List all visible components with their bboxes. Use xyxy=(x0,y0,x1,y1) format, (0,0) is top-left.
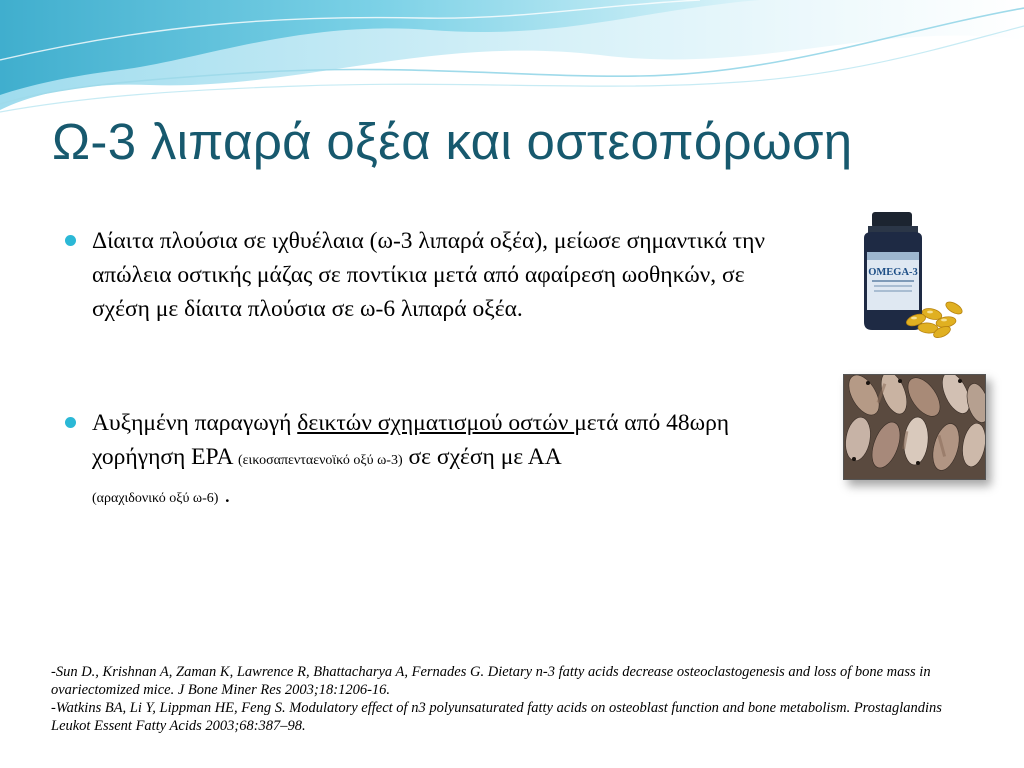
bullet-text-middle: σε σχέση με ΑΑ xyxy=(402,444,562,470)
bullet-dot-icon xyxy=(65,417,76,428)
bullet-underlined-term: δεικτών σχηματισμού οστών xyxy=(297,410,575,436)
fish-photo-image xyxy=(843,374,986,480)
bullet-epa-bone-markers xyxy=(92,406,812,516)
references xyxy=(51,663,951,735)
reference-item: -Watkins BA, Li Y, Lippman HE, Feng S. Modulatory effect of n3 polyunsaturated fatty acids on osteoblast function and bone metabolism. Prostaglandins Leukot Essent Fatty Acids 2003;68:387–98. xyxy=(51,700,946,734)
header-wave-banner xyxy=(0,0,1024,130)
reference-item: -Sun D., Krishnan A, Zaman K, Lawrence R, Bhattacharya A, Fernades G. Dietary n-3 fatty acids decrease osteoclastogenesis and loss of bone mass in ovariectomized mice. J Bone Miner Res 2003;18:1206-16. xyxy=(51,664,935,698)
bullet-omega3-diet xyxy=(92,224,792,326)
aa-note: (αραχιδονικό οξύ ω-6) xyxy=(92,491,219,506)
slide-title: Ω-3 λιπαρά οξέα και οστεοπόρωση xyxy=(52,113,853,170)
bullet-text-start: Αυξημένη παραγωγή xyxy=(92,410,298,436)
bottle-label: OMEGA-3 xyxy=(868,267,918,278)
bullet-dot-icon xyxy=(65,235,76,246)
omega-3-bottle-image xyxy=(858,208,970,340)
bullet-text-after: μετά από 48ωρη χορήγηση EPA xyxy=(92,410,730,470)
epa-note: (εικοσαπενταενοϊκό οξύ ω-3) xyxy=(238,453,403,468)
bullet-text-end: . xyxy=(218,482,231,508)
bullet-text: Δίαιτα πλούσια σε ιχθυέλαια (ω-3 λιπαρά οξέα), μείωσε σημαντικά την απώλεια οστικής μάζας σε ποντίκια μετά από αφαίρεση ωοθηκών, σε σχέση με δίαιτα πλούσια σε ω-6 λιπαρά οξέα. xyxy=(92,228,766,322)
